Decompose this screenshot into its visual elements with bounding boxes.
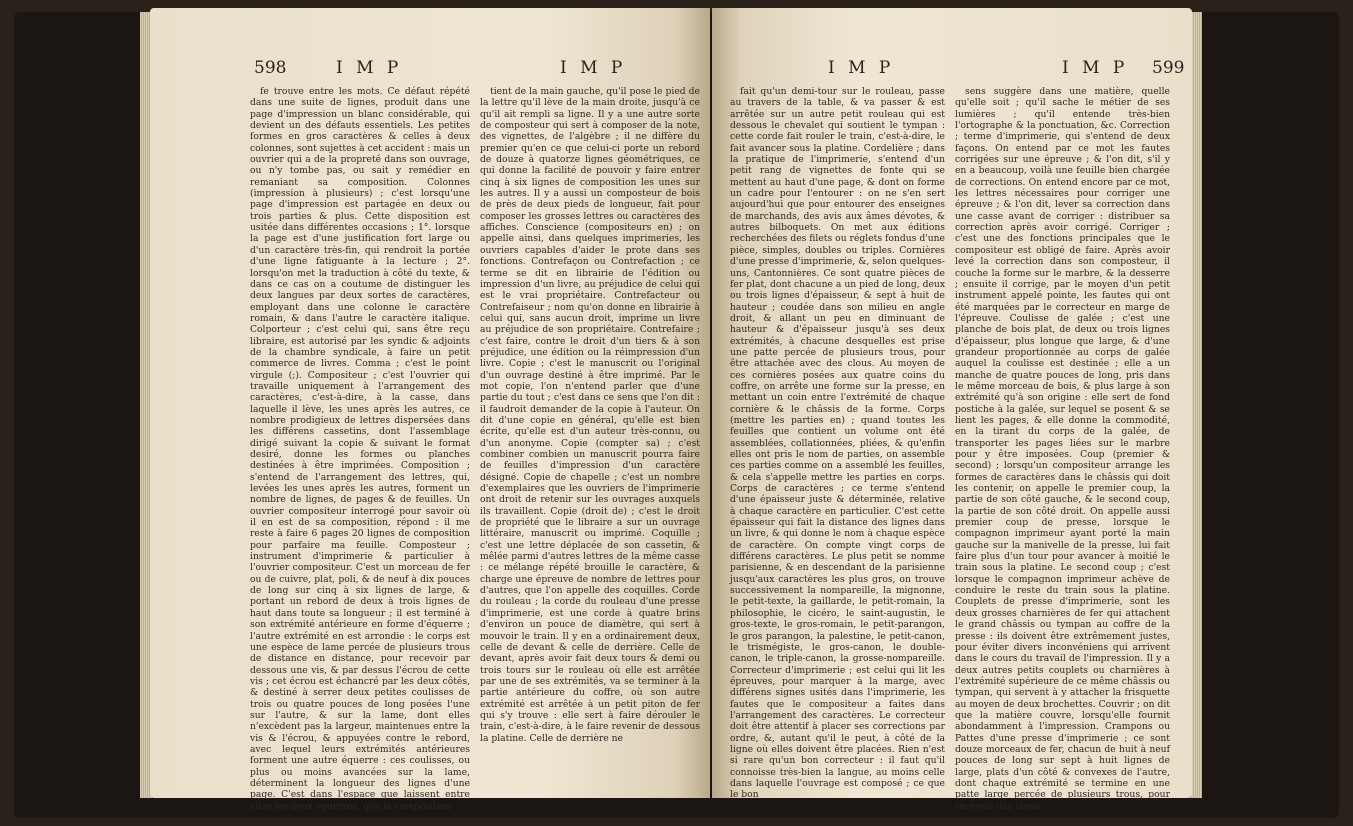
left-page-column-1	[250, 86, 470, 812]
right-page	[712, 8, 1192, 812]
right-page-column-1	[730, 86, 945, 801]
column-text: tient de la main gauche, qu'il pose le pied de la lettre qu'il lève de la main droite, jusqu'à ce qu'il ait rempli sa ligne. Il y a une autre sorte de composteur qui sert à composer de la note, des vignettes, de l'algèbre ; il ne diffère du premier qu'en ce que celui-ci porte un rebord de douze à quatorze lignes géométriques, ce qui donne la facilité de pouvoir y faire entrer cinq à six lignes de composition les unes sur les autres. Il y a aussi un composteur de bois de près de deux pieds de longueur, fait pour composer les grosses lettres ou caractères des affiches. Conscience (compositeurs en) ; on appelle ainsi, dans quelques imprimeries, les ouvriers capables d'aider le prote dans ses fonctions. Contrefaçon ou Contrefaction ; ce terme se dit en librairie de l'édition ou impression d'un livre, au préjudice de celui qui est le vrai propriétaire. Contrefacteur ou Contrefaiseur ; nom qu'on donne en librairie à celui qui, sans aucun droit, imprime un livre au préjudice de son propriétaire. Contrefaire ; c'est faire, contre le droit d'un tiers & à son préjudice, une édition ou la réimpression d'un livre. Copie ; c'est le manuscrit ou l'original d'un ouvrage destiné à être imprimé. Par le mot copie, l'on n'entend parler que d'une partie du tout ; c'est dans ce sens que l'on dit : il faudroit demander de la copie à l'auteur. On dit d'une copie en général, qu'elle est bien écrite, qu'elle est d'un auteur très-connu, ou d'un anonyme. Copie (compter sa) ; c'est combiner combien un manuscrit pourra faire de feuilles d'impression d'un caractère désigné. Copie de chapelle ; c'est un nombre d'exemplaires que les ouvriers de l'imprimerie ont droit de retenir sur les ouvrages auxquels ils travaillent. Copie (droit de) ; c'est le droit de propriété que le libraire a sur un ouvrage littéraire, manuscrit ou imprimé. Coquille ; c'est une lettre déplacée de son cassetin, & mêlée parmi d'autres lettres de la même casse : ce mélange répété brouille le caractère, & charge une épreuve de nombre de lettres pour d'autres, que l'on appelle des coquilles. Corde du rouleau ; la corde du rouleau d'une presse d'imprimerie, est une corde à quatre brins d'environ un pouce de diamètre, qui sert à mouvoir le train. Il y en a ordinairement deux, celle de devant & celle de derrière. Celle de devant, après avoir fait deux tours & demi ou trois tours sur le rouleau où elle est arrêtée par une de ses extrémités, va se terminer à la partie antérieure du coffre, où son autre extrémité est arrêtée à un petit piton de fer qui s'y trouve : elle sert à faire dérouler le train, c'est-à-dire, à le faire revenir de dessous la platine. Celle de derrière ne	[480, 86, 700, 744]
right-page-column-2	[955, 86, 1170, 812]
column-text: fait qu'un demi-tour sur le rouleau, passe au travers de la table, & va passer & est arrêtée sur un autre petit rouleau qui est dessous le chevalet qui soutient le tympan : cette corde fait rouler le train, c'est-à-dire, le fait avancer sous la platine. Cordelière ; dans la pratique de l'imprimerie, s'entend d'un petit rang de vignettes de fonte qui se mettent au haut d'une page, & dont on forme un cadre pour l'entourer : on ne s'en sert aujourd'hui que pour entourer des enseignes de marchands, des avis aux âmes dévotes, & autres bilboquets. On met aux éditions recherchées des filets ou réglets fondus d'une pièce, simples, doubles ou triples. Cornières d'une presse d'imprimerie, &, selon quelques-uns, Cantonnières. Ce sont quatre pièces de fer plat, dont chacune a un pied de long, deux ou trois lignes d'épaisseur, & sept à huit de hauteur ; coudée dans son milieu en angle droit, & allant un peu en diminuant de hauteur & d'épaisseur jusqu'à ses deux extrémités, à chacune desquelles est prise une patte percée de plusieurs trous, pour être attachée avec des clous. Au moyen de ces cornières posées aux quatre coins du coffre, on arrête une forme sur la presse, en mettant un coin entre l'extrémité de chaque cornière & le châssis de la forme. Corps (mettre les parties en) ; quand toutes les feuilles que contient un volume ont été assemblées, collationnées, pliées, & qu'enfin elles ont pris le nom de parties, on assemble ces parties comme on a assemblé les feuilles, & cela s'appelle mettre les parties en corps. Corps de caractères ; ce terme s'entend d'une épaisseur juste & déterminée, relative à chaque caractère en particulier. C'est cette épaisseur qui fait la distance des lignes dans un livre, & qui donne le nom à chaque espèce de caractère. On compte vingt corps de différens caractères. Le plus petit se nomme parisienne, & en descendant de la parisienne jusqu'aux caractères les plus gros, on trouve successivement la nompareille, la mignonne, le petit-texte, la gaillarde, le petit-romain, la philosophie, le cicéro, le saint-augustin, le gros-texte, le gros-romain, le petit-parangon, le gros parangon, la palestine, le petit-canon, le trismégiste, le gros-canon, le double-canon, le triple-canon, la grosse-nompareille. Correcteur d'imprimerie ; est celui qui lit les épreuves, pour marquer à la marge, avec différens signes usités dans l'imprimerie, les fautes que le compositeur a faites dans l'arrangement des caractères. Le correcteur doit être attentif à placer ses corrections par ordre, &, autant qu'il le peut, à côté de la ligne où elles doivent être placées. Rien n'est si rare qu'un bon correcteur : il faut qu'il connoisse très-bien la langue, au moins celle dans laquelle l'ouvrage est composé ; ce que le bon	[730, 86, 945, 801]
left-page-column-2	[480, 86, 700, 776]
running-head-right-col1: I M P	[828, 58, 895, 78]
running-head-left-col2: I M P	[560, 58, 627, 78]
column-text: sens suggère dans une matière, quelle qu'elle soit ; qu'il sache le métier de ses lumières ; qu'il entende très-bien l'ortographe & la ponctuation, &c. Correction ; terme d'imprimerie, qui s'entend de deux façons. On entend par ce mot les fautes corrigées sur une épreuve ; & l'on dit, s'il y en a beaucoup, voilà une feuille bien chargée de corrections. On entend encore par ce mot, les lettres nécessaires pour corriger une épreuve ; & l'on dit, lever sa correction dans une casse avant de corriger : distribuer sa correction après avoir corrigé. Corriger ; c'est une des fonctions principales que le compositeur est obligé de faire. Après avoir levé la correction dans son composteur, il couche la forme sur le marbre, & la desserre ; ensuite il corrige, par le moyen d'un petit instrument appelé pointe, les fautes qui ont été marquées par le correcteur en marge de l'épreuve. Coulisse de galée ; c'est une planche de bois plat, de deux ou trois lignes d'épaisseur, plus longue que large, & d'une grandeur proportionnée au corps de galée auquel la coulisse est destinée ; elle a un manche de quatre pouces de long, pris dans le même morceau de bois, & plus large à son extrémité qu'à son origine : elle sert de fond postiche à la galée, sur lequel se posent & se lient les pages, & elle donne la commodité, en la tirant du corps de la galée, de transporter les pages liées sur le marbre pour y être imposées. Coup (premier & second) ; lorsqu'un compositeur arrange les formes de caractères dans le châssis qui doit les contenir, on appelle le premier coup, la partie de son côté gauche, & le second coup, la partie de son côté droit. On appelle aussi premier coup de presse, lorsque le compagnon imprimeur ayant porté la main gauche sur la manivelle de la presse, lui fait faire plus d'un tour pour avancer à moitié le train sous la platine. Le second coup ; c'est lorsque le compagnon imprimeur achève de conduire le reste du train sous la platine. Couplets de presse d'imprimerie, sont les deux grosses charnières de fer qui attachent le grand châssis ou tympan au coffre de la presse : ils doivent être extrêmement justes, pour éviter divers inconvéniens qui arrivent dans le cours du travail de l'impression. Il y a deux autres petits couplets ou charnières à l'extrémité supérieure de ce même châssis ou tympan, qui servent à y attacher la frisquette au moyen de deux brochettes. Couvrir ; on dit que la matière couvre, lorsqu'elle fournit abondamment à l'impression. Crampons ou Pattes d'une presse d'imprimerie ; ce sont douze morceaux de fer, chacun de huit à neuf pouces de long sur sept à huit lignes de large, plats d'un côté & convexes de l'autre, dont chaque extrémité se termine en une patte large percée de plusieurs trous, pour recevoir des clous	[955, 86, 1170, 812]
left-page	[150, 8, 710, 812]
running-head-left-col1: I M P	[336, 58, 403, 78]
page-number-right: 599	[1152, 58, 1185, 78]
column-text: fe trouve entre les mots. Ce défaut répété dans une suite de lignes, produit dans une page d'impression un blanc considérable, qui devient un des défauts essentiels. Les petites formes en gros caractères & celles à deux colonnes, sont sujettes à cet accident : mais un ouvrier qui a de la propreté dans son ouvrage, ou n'y tombe pas, ou sait y remédier en remaniant sa composition. Colonnes (impression à plusieurs) ; c'est lorsqu'une page d'impression est partagée en deux ou trois parties & plus. Cette disposition est usitée dans différentes occasions ; 1°. lorsque la page est d'une justification fort large ou d'un caractère très-fin, qui rendroit la portée d'une ligne fatiguante à la lecture ; 2°. lorsqu'on met la traduction à côté du texte, & dans ce cas on a coutume de distinguer les deux langues par deux sortes de caractères, employant dans une colonne le caractère romain, & dans l'autre le caractère italique. Colporteur ; c'est celui qui, sans être reçu libraire, est autorisé par les syndic & adjoints de la chambre syndicale, à faire un petit commerce de livres. Comma ; c'est le point virgule (;). Compositeur ; c'est l'ouvrier qui travaille uniquement à l'arrangement des caractères, c'est-à-dire, à la casse, dans laquelle il lève, les unes après les autres, ce nombre prodigieux de lettres dispersées dans les différens cassetins, dont l'assemblage dirigé suivant la copie & suivant le format desiré, donne les formes ou planches destinées à être imprimées. Composition ; s'entend de l'arrangement des lettres, qui, levées les unes après les autres, forment un nombre de lignes, de pages & de feuilles. Un ouvrier compositeur interrogé pour savoir où il en est de sa composition, répond : il me reste à faire 6 pages 20 lignes de composition pour parfaire ma feuille. Composteur ; instrument d'imprimerie & particulier à l'ouvrier compositeur. C'est un morceau de fer ou de cuivre, plat, poli, & de neuf à dix pouces de long sur cinq à six lignes de large, & portant un rebord de deux à trois lignes de haut dans toute sa longueur ; il est terminé à son extrémité antérieure en forme d'équerre ; l'autre extrémité en est arrondie : le corps est une espèce de lame percée de plusieurs trous de distance en distance, pour recevoir par dessous une vis, & par dessus l'écrou de cette vis ; cet écrou est échancré par les deux côtés, & destiné à serrer deux petites coulisses de trois ou quatre pouces de long posées l'une sur l'autre, & sur la lame, dont elles n'excèdent pas la largeur, maintenues entre la vis & l'écrou, & appuyées contre le rebord, avec lequel leurs extrémités antérieures forment une autre équerre : ces coulisses, ou plus ou moins avancées sur la lame, déterminent la longueur des lignes d'une page. C'est dans l'espace que laissent entre elles les deux équerres, que le compositeur	[250, 86, 470, 812]
running-head-right-col2: I M P	[1062, 58, 1129, 78]
page-number-left: 598	[254, 58, 287, 78]
